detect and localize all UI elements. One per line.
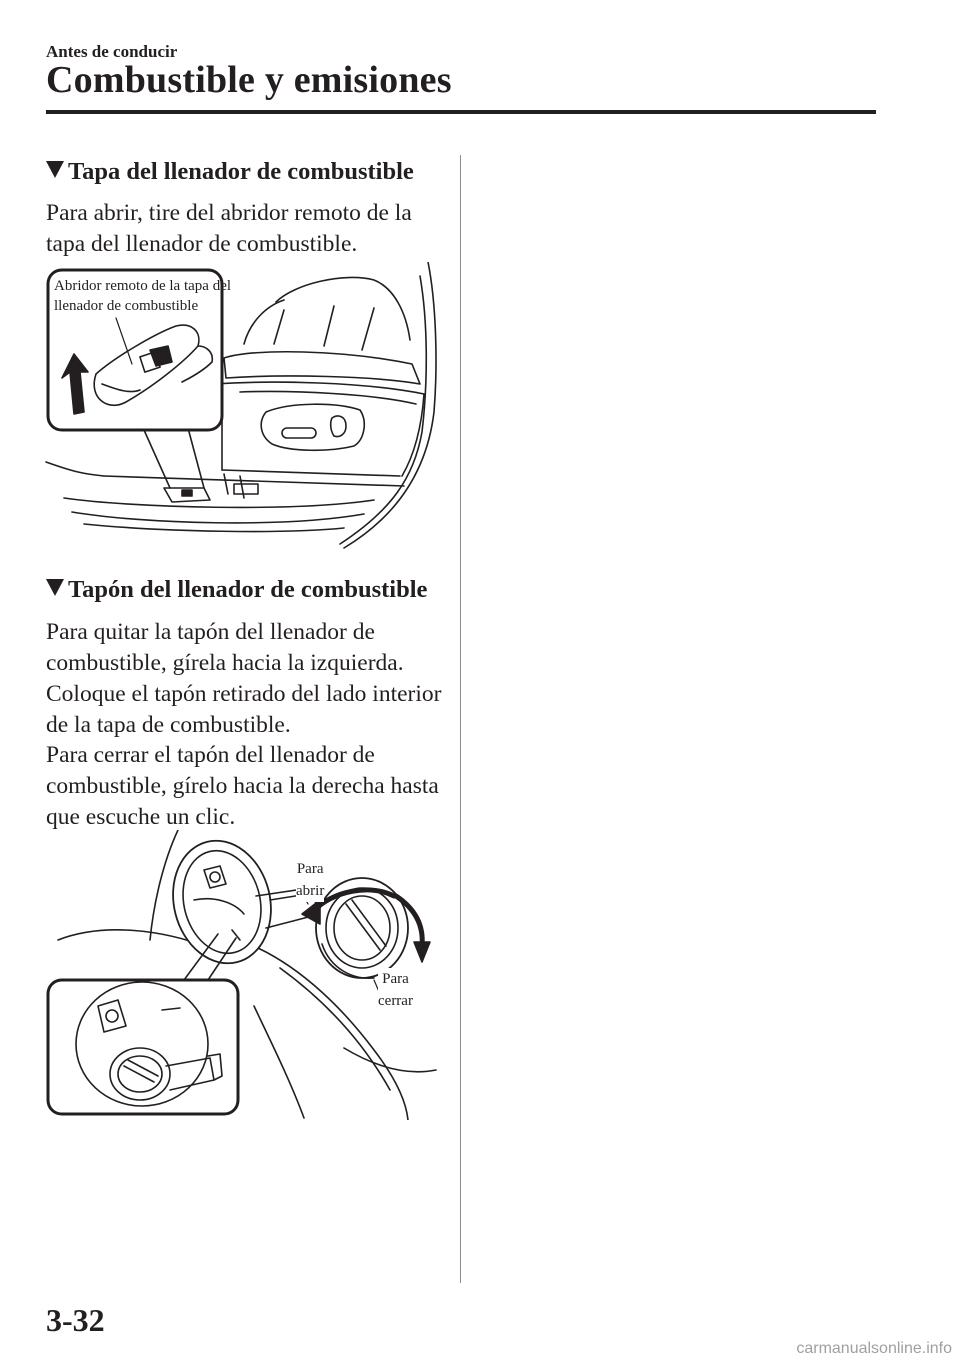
text-line: tapa del llenador de combustible. xyxy=(46,231,358,257)
text-line: Para quitar la tapón del llenador de xyxy=(46,619,375,645)
section-heading-text: Tapón del llenador de combustible xyxy=(68,576,428,603)
text-line: que escuche un clic. xyxy=(46,804,236,830)
section-heading-fuel-door xyxy=(46,158,414,186)
text-line: combustible, gírelo hacia la derecha hasta xyxy=(46,773,439,799)
text-line: Para abrir, tire del abridor remoto de la xyxy=(46,200,412,226)
header-section-label: Antes de conducir xyxy=(46,42,178,61)
paragraph-fuel-cap-close xyxy=(46,740,446,833)
label-close-line: cerrar xyxy=(378,993,413,1009)
watermark: carmanualsonline.info xyxy=(796,1340,952,1357)
callout-label-remote-opener xyxy=(54,276,231,316)
figure-fuel-cap xyxy=(44,830,440,1120)
triangle-bullet-icon xyxy=(46,161,64,178)
triangle-bullet-icon xyxy=(46,579,64,596)
text-line: combustible, gírela hacia la izquierda. xyxy=(46,650,404,676)
text-line: de la tapa de combustible. xyxy=(46,712,291,738)
page-title: Combustible y emisiones xyxy=(46,59,452,101)
text-line: Coloque el tapón retirado del lado interior xyxy=(46,681,442,707)
label-open-line: abrir xyxy=(296,883,325,899)
paragraph-fuel-cap-remove xyxy=(46,617,446,741)
callout-line: llenador de combustible xyxy=(54,298,199,314)
section-heading-fuel-cap xyxy=(46,576,427,604)
column-divider xyxy=(460,155,461,1283)
header-rule xyxy=(46,110,876,114)
paragraph-fuel-door xyxy=(46,198,446,260)
page-number: 3-32 xyxy=(46,1302,105,1338)
text-line: Para cerrar el tapón del llenador de xyxy=(46,742,375,768)
label-open xyxy=(296,858,324,902)
callout-line: Abridor remoto de la tapa del xyxy=(54,278,232,294)
section-heading-text: Tapa del llenador de combustible xyxy=(68,158,414,185)
label-close xyxy=(378,968,413,1012)
label-close-line: Para xyxy=(382,971,409,987)
figure-fuel-door-opener xyxy=(44,262,440,554)
label-open-line: Para xyxy=(296,861,324,877)
